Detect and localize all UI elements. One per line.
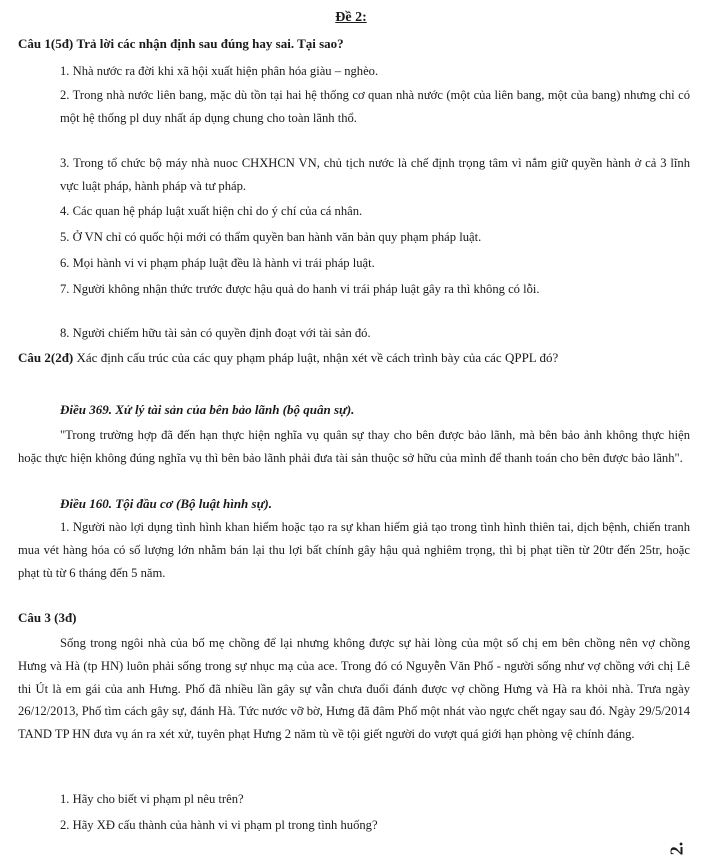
q1-prompt: Trả lời các nhận định sau đúng hay sai. Tại sao? — [76, 36, 344, 51]
q2-article-369-text: "Trong trường hợp đã đến hạn thực hiện nghĩa vụ quân sự thay cho bên được bảo lãnh, mà bên bảo ảnh không thực hiện hoặc thực hiện không đúng nghĩa vụ thì bên bảo lãnh phải đưa tài sản thuộc sở hữu của mình để thanh toán cho bên được bảo lãnh". — [18, 428, 690, 465]
q1-item-8: 8. Người chiếm hữu tài sản có quyền định đoạt với tài sản đó. — [60, 326, 371, 340]
q3-text: Sống trong ngôi nhà của bố mẹ chồng để lại nhưng không được sự hài lòng của một số chị em bên chồng nên vợ chồng Hưng và Hà (tp HN) luôn phải sống trong sự nhục mạ của ace. Trong đó có Nguyễn Văn Phố - người sống như vợ chồng với chị Lê thi Út là em gái của anh Hưng. Phố đã nhiều lần gây sự vẫn chưa đuổi đánh được vợ chồng Hưng và Hà ra khỏi nhà. Trưa ngày 26/12/2013, Phố tìm cách gây sự, đánh Hà. Tức nước vỡ bờ, Hưng đã đâm Phố một nhát vào ngực chết ngay sau đó. Ngày 29/5/2014 TAND TP HN đưa vụ án ra xét xử, tuyên phạt Hưng 2 năm tù về tội giết người do vượt quá giới hạn phòng vệ chính đáng. — [18, 636, 690, 742]
q1-item-4: 4. Các quan hệ pháp luật xuất hiện chỉ do ý chí của cá nhân. — [60, 204, 363, 218]
q2-article-160-title: Điều 160. Tội đầu cơ (Bộ luật hình sự). — [60, 496, 272, 511]
q1-header — [18, 32, 690, 55]
corner-page-mark: 2. — [666, 841, 687, 856]
q3-item-2: 2. Hãy XĐ cấu thành của hành vi vi phạm pl trong tình huống? — [60, 818, 378, 832]
q1-item-2: 2. Trong nhà nước liên bang, mặc dù tồn tại hai hệ thống cơ quan nhà nước (một của liên bang, một của bang) nhưng chỉ có một hệ thống pl duy nhất áp dụng chung cho toàn lãnh thổ. — [60, 88, 690, 125]
q1-item-6: 6. Mọi hành vi vi phạm pháp luật đều là hành vi trái pháp luật. — [60, 256, 375, 270]
q3-heading: Câu 3 (3đ) — [18, 610, 77, 625]
q2-heading: Câu 2(2đ) — [18, 350, 74, 365]
q1-item-1: 1. Nhà nước ra đời khi xã hội xuất hiện phân hóa giàu – nghèo. — [60, 64, 379, 78]
q3-item-1: 1. Hãy cho biết vi phạm pl nêu trên? — [60, 792, 244, 806]
q1-item-3: 3. Trong tổ chức bộ máy nhà nuoc CHXHCN VN, chủ tịch nước là chế định trọng tâm vì nắm giữ quyền hành ở cả 3 lĩnh vực luật pháp, hành pháp và tư pháp. — [60, 156, 690, 193]
q2-article-369-title: Điều 369. Xử lý tài sản của bên bảo lãnh (bộ quân sự). — [60, 402, 355, 417]
q2-prompt: Xác định cấu trúc của các quy phạm pháp luật, nhận xét về cách trình bày của các QPPL đó? — [76, 350, 559, 365]
exam-title: Đề 2: — [335, 10, 367, 25]
q3-header — [18, 606, 690, 629]
q2-header — [18, 346, 690, 369]
q1-item-5: 5. Ở VN chỉ có quốc hội mới có thẩm quyền ban hành văn bản quy phạm pháp luật. — [60, 230, 482, 244]
q2-article-160-text: 1. Người nào lợi dụng tình hình khan hiếm hoặc tạo ra sự khan hiếm giả tạo trong tình hình thiên tai, dịch bệnh, chiến tranh mua vét hàng hóa có số lượng lớn nhằm bán lại thu lợi bất chính gây hậu quả nghiêm trọng, thì bị phạt tiền từ 20tr đến 25tr, hoặc phạt tù từ 6 tháng đến 5 năm. — [18, 520, 690, 580]
q1-heading: Câu 1(5đ) — [18, 36, 74, 51]
q1-item-7: 7. Người không nhận thức trước được hậu quả do hanh vi trái pháp luật gây ra thì không có lỗi. — [60, 282, 540, 296]
